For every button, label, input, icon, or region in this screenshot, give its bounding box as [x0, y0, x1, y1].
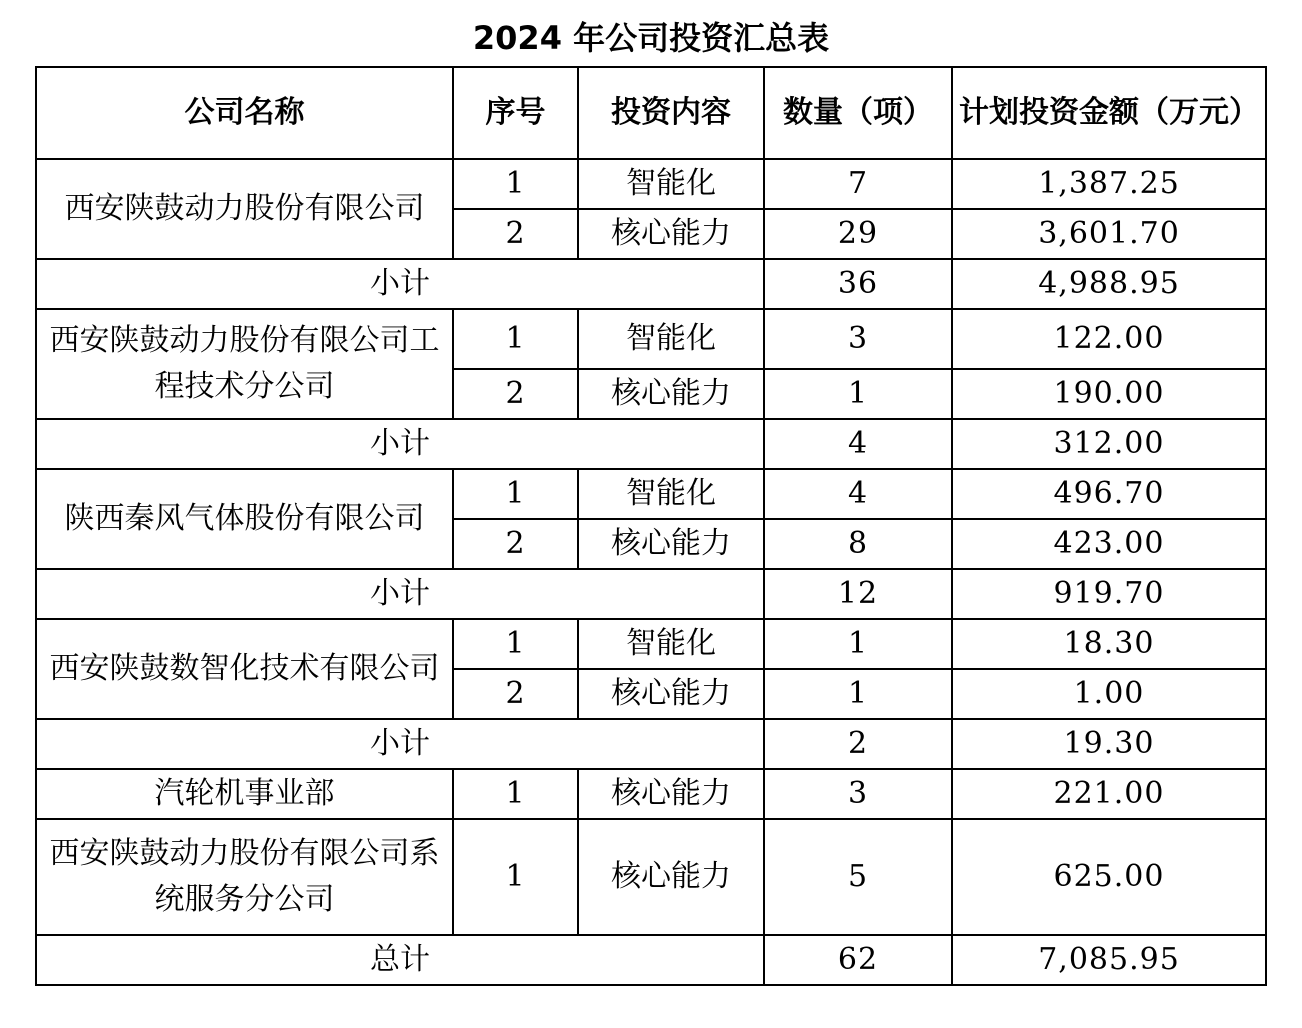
subtotal-amount: 4,988.95	[952, 259, 1266, 309]
table-row	[36, 769, 1266, 819]
amount-cell: 625.00	[952, 819, 1266, 935]
subtotal-qty: 36	[764, 259, 952, 309]
subtotal-label: 小计	[36, 569, 764, 619]
content-cell: 核心能力	[578, 819, 764, 935]
amount-cell: 221.00	[952, 769, 1266, 819]
subtotal-label: 小计	[36, 719, 764, 769]
qty-cell: 8	[764, 519, 952, 569]
seq-cell: 1	[453, 309, 578, 369]
subtotal-row	[36, 569, 1266, 619]
qty-cell: 1	[764, 669, 952, 719]
amount-cell: 3,601.70	[952, 209, 1266, 259]
subtotal-qty: 4	[764, 419, 952, 469]
content-cell: 核心能力	[578, 769, 764, 819]
qty-cell: 4	[764, 469, 952, 519]
table-row	[36, 159, 1266, 209]
investment-summary-table	[35, 66, 1267, 986]
content-cell: 智能化	[578, 309, 764, 369]
seq-cell: 2	[453, 209, 578, 259]
seq-cell: 1	[453, 619, 578, 669]
header-content: 投资内容	[578, 67, 764, 159]
company-name: 西安陕鼓动力股份有限公司	[36, 159, 453, 259]
content-cell: 智能化	[578, 159, 764, 209]
table-row	[36, 469, 1266, 519]
header-qty: 数量（项）	[764, 67, 952, 159]
amount-cell: 423.00	[952, 519, 1266, 569]
company-name: 汽轮机事业部	[36, 769, 453, 819]
amount-cell: 1,387.25	[952, 159, 1266, 209]
amount-cell: 1.00	[952, 669, 1266, 719]
content-cell: 核心能力	[578, 209, 764, 259]
page-title: 2024 年公司投资汇总表	[472, 19, 830, 57]
subtotal-qty: 12	[764, 569, 952, 619]
seq-cell: 1	[453, 769, 578, 819]
qty-cell: 5	[764, 819, 952, 935]
content-cell: 智能化	[578, 469, 764, 519]
subtotal-label: 小计	[36, 419, 764, 469]
qty-cell: 1	[764, 369, 952, 419]
content-cell: 智能化	[578, 619, 764, 669]
header-company: 公司名称	[36, 67, 453, 159]
seq-cell: 2	[453, 519, 578, 569]
qty-cell: 1	[764, 619, 952, 669]
company-name: 西安陕鼓动力股份有限公司系统服务分公司	[36, 819, 453, 935]
qty-cell: 3	[764, 769, 952, 819]
header-row	[36, 67, 1266, 159]
table-row	[36, 619, 1266, 669]
seq-cell: 2	[453, 369, 578, 419]
total-row	[36, 935, 1266, 985]
company-name: 西安陕鼓动力股份有限公司工程技术分公司	[36, 309, 453, 419]
content-cell: 核心能力	[578, 669, 764, 719]
amount-cell: 496.70	[952, 469, 1266, 519]
total-qty: 62	[764, 935, 952, 985]
amount-cell: 122.00	[952, 309, 1266, 369]
subtotal-label: 小计	[36, 259, 764, 309]
subtotal-row	[36, 719, 1266, 769]
qty-cell: 3	[764, 309, 952, 369]
total-label: 总计	[36, 935, 764, 985]
subtotal-amount: 19.30	[952, 719, 1266, 769]
table-row	[36, 309, 1266, 369]
subtotal-row	[36, 259, 1266, 309]
company-name: 西安陕鼓数智化技术有限公司	[36, 619, 453, 719]
qty-cell: 7	[764, 159, 952, 209]
subtotal-row	[36, 419, 1266, 469]
content-cell: 核心能力	[578, 369, 764, 419]
header-amount: 计划投资金额（万元）	[952, 67, 1266, 159]
seq-cell: 1	[453, 469, 578, 519]
header-seq: 序号	[453, 67, 578, 159]
total-amount: 7,085.95	[952, 935, 1266, 985]
qty-cell: 29	[764, 209, 952, 259]
amount-cell: 190.00	[952, 369, 1266, 419]
subtotal-qty: 2	[764, 719, 952, 769]
seq-cell: 2	[453, 669, 578, 719]
amount-cell: 18.30	[952, 619, 1266, 669]
seq-cell: 1	[453, 819, 578, 935]
table-row	[36, 819, 1266, 935]
company-name: 陕西秦风气体股份有限公司	[36, 469, 453, 569]
seq-cell: 1	[453, 159, 578, 209]
subtotal-amount: 312.00	[952, 419, 1266, 469]
subtotal-amount: 919.70	[952, 569, 1266, 619]
content-cell: 核心能力	[578, 519, 764, 569]
